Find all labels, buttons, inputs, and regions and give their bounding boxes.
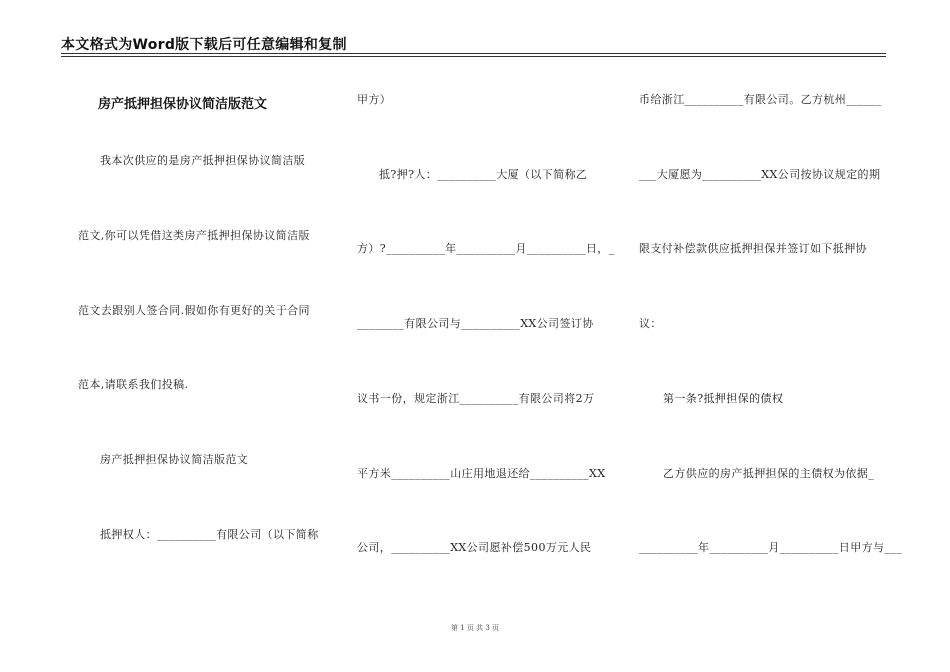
col2-line-3: 方）?__________年__________月__________日，_ — [357, 242, 615, 255]
document-title: 房产抵押担保协议简洁版范文 — [98, 97, 268, 112]
col3-line-4: 议： — [639, 317, 662, 330]
col2-line-4: ________有限公司与__________XX公司签订协 — [357, 317, 594, 330]
col1-line-1: 我本次供应的是房产抵押担保协议简洁版 — [100, 154, 306, 167]
col1-line-2: 范文,你可以凭借这类房产抵押担保协议简洁版 — [78, 229, 310, 242]
col1-line-3: 范文去跟别人签合同.假如你有更好的关于合同 — [78, 304, 310, 317]
col2-line-2: 抵?押?人：__________大厦（以下简称乙 — [379, 168, 588, 181]
col3-line-6: 乙方供应的房产抵押担保的主债权为依据_ — [663, 467, 875, 480]
col1-line-6: 抵押权人：__________有限公司（以下简称 — [100, 528, 319, 541]
col2-line-1: 甲方） — [357, 93, 392, 106]
header-rule-bottom — [61, 56, 886, 57]
page-footer: 第 1 页 共 3 页 — [450, 624, 500, 632]
page-header: 本文格式为Word版下载后可任意编辑和复制 — [61, 37, 347, 53]
col2-line-7: 公司，__________XX公司愿补偿500万元人民 — [357, 541, 592, 554]
col1-line-4: 范本,请联系我们投稿. — [78, 378, 189, 391]
col3-line-3: 限支付补偿款供应抵押担保并签订如下抵押协 — [639, 242, 867, 255]
header-rule-top — [61, 53, 886, 54]
col3-line-7: __________年__________月__________日甲方与___ — [639, 541, 903, 554]
col3-line-2: ___大厦愿为__________XX公司按协议规定的期 — [639, 168, 881, 181]
col3-line-5: 第一条?抵押担保的债权 — [663, 392, 784, 405]
col2-line-5: 议书一份，规定浙江__________有限公司将2万 — [357, 392, 595, 405]
col1-line-5: 房产抵押担保协议简洁版范文 — [100, 453, 249, 466]
col3-line-1: 币给浙江__________有限公司。乙方杭州______ — [639, 93, 882, 106]
col2-line-6: 平方米__________山庄用地退还给__________XX — [357, 467, 606, 480]
